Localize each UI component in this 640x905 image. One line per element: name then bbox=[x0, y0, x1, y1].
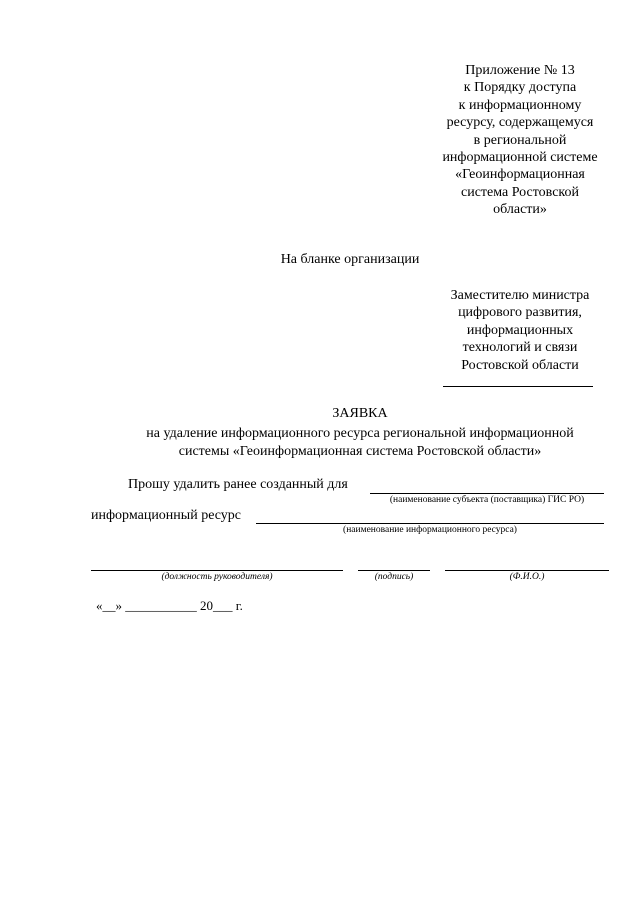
appendix-line: система Ростовской bbox=[461, 184, 579, 200]
signature-caption: (подпись) bbox=[374, 572, 414, 582]
addressee-line: Заместителю министра bbox=[450, 288, 590, 303]
appendix-line: информационной системе bbox=[442, 150, 598, 166]
position-caption: (должность руководителя) bbox=[161, 572, 273, 582]
signature-fill-line bbox=[358, 570, 430, 571]
addressee-line: цифрового развития, bbox=[458, 305, 582, 321]
position-fill-line bbox=[91, 570, 343, 571]
resource-label: информационный ресурс bbox=[91, 508, 241, 523]
request-lead-text: Прошу удалить ранее созданный для bbox=[128, 477, 348, 492]
appendix-header bbox=[420, 62, 620, 219]
addressee-line: технологий и связи bbox=[462, 340, 578, 356]
appendix-line: к Порядку доступа bbox=[463, 80, 577, 96]
date-line: «__» ___________ 20___ г. bbox=[96, 598, 243, 613]
addressee-block bbox=[420, 287, 620, 374]
addressee-line: информационных bbox=[466, 322, 574, 338]
letterhead-note: На бланке организации bbox=[280, 252, 420, 267]
subtitle-line: на удаление информационного ресурса региональной информационной bbox=[146, 426, 574, 441]
appendix-line: «Геоинформационная bbox=[455, 167, 585, 183]
addressee-name-line bbox=[443, 386, 593, 387]
appendix-line: к информационному bbox=[458, 97, 582, 113]
name-caption: (Ф.И.О.) bbox=[509, 572, 545, 582]
document-subtitle bbox=[60, 425, 640, 460]
appendix-line: Приложение № 13 bbox=[465, 63, 575, 78]
appendix-line: в региональной bbox=[473, 132, 567, 148]
appendix-line: области» bbox=[493, 202, 547, 218]
addressee-line: Ростовской области bbox=[461, 357, 579, 373]
resource-caption: (наименование информационного ресурса) bbox=[343, 525, 517, 535]
appendix-line: ресурсу, содержащемуся bbox=[446, 115, 594, 131]
name-fill-line bbox=[445, 570, 609, 571]
resource-fill-line bbox=[256, 523, 604, 524]
subject-fill-line bbox=[370, 493, 604, 494]
document-title: ЗАЯВКА bbox=[332, 406, 388, 421]
subtitle-line: системы «Геоинформационная система Ростовской области» bbox=[178, 443, 542, 459]
subject-caption: (наименование субъекта (поставщика) ГИС РО) bbox=[389, 495, 585, 505]
